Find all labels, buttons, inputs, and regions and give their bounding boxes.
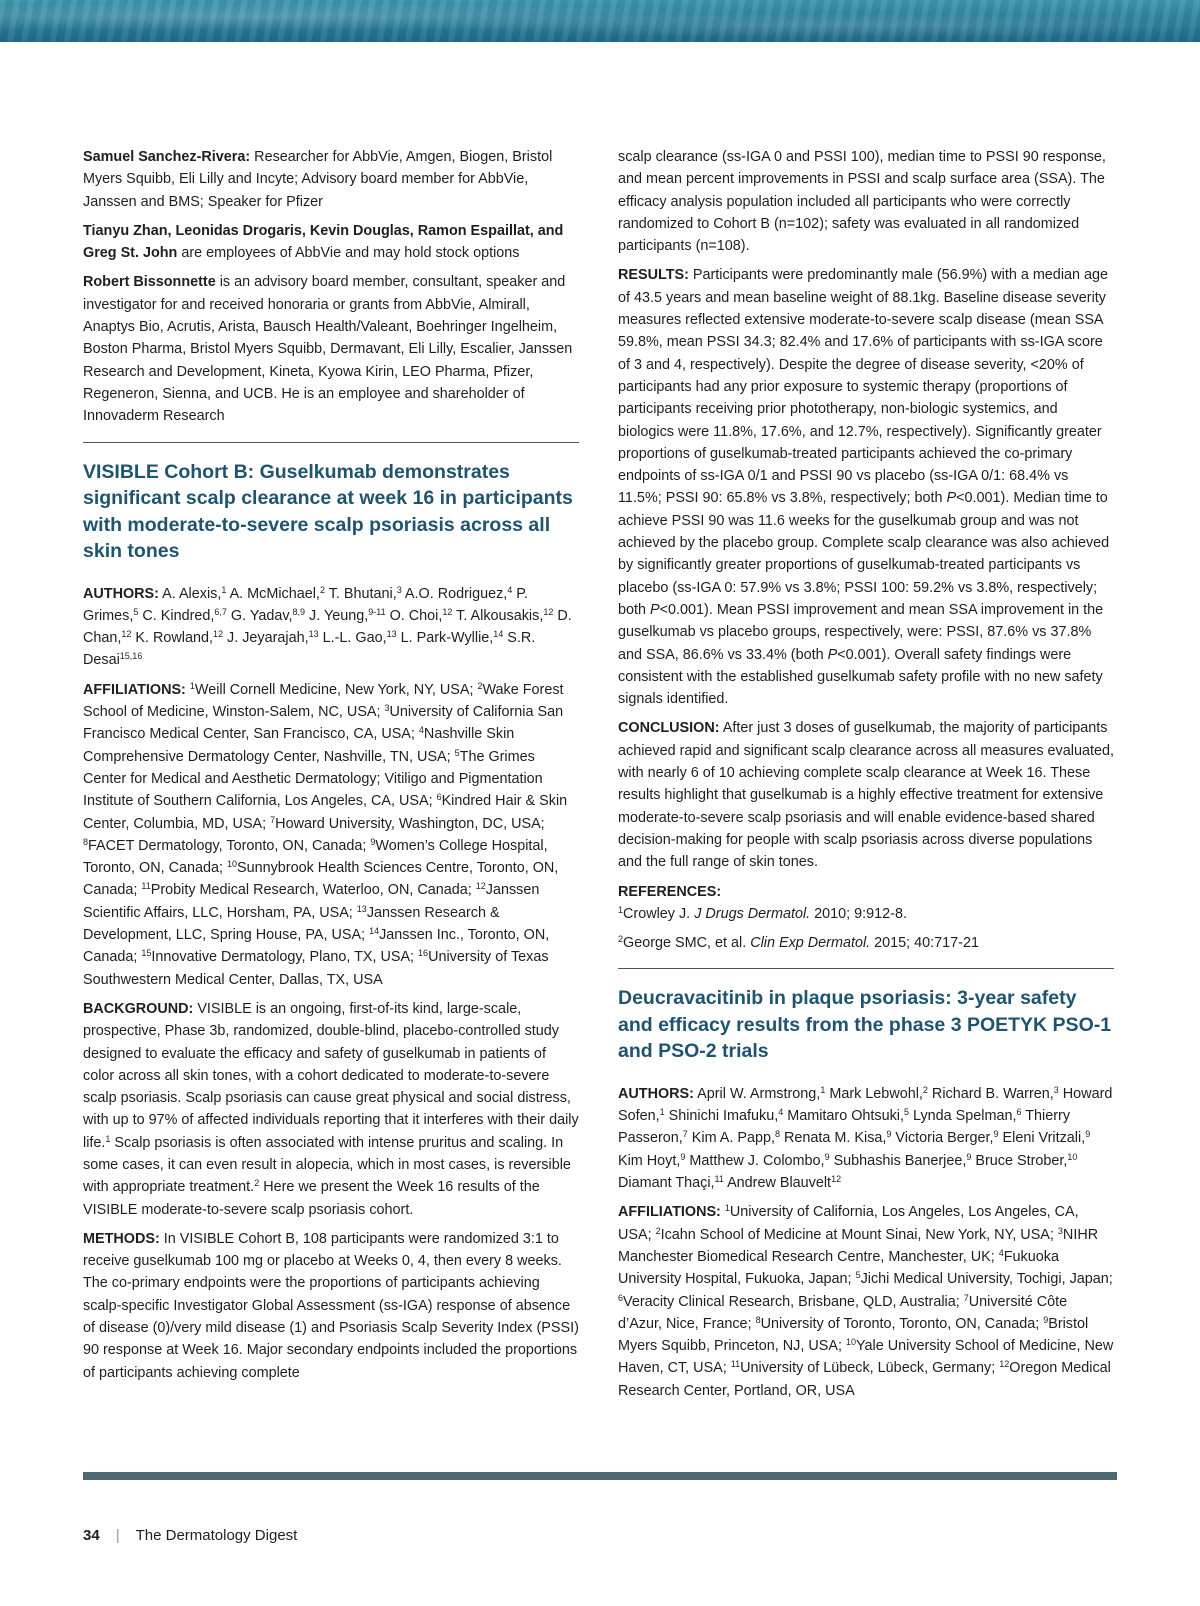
author-affiliation-marker: 10 (1067, 1151, 1078, 1162)
author-name: Kim Hoyt, (618, 1152, 681, 1169)
author-name: K. Rowland, (131, 630, 214, 647)
author-affiliation-marker: 8,9 (292, 606, 306, 617)
author-affiliation-marker: 13 (386, 629, 397, 640)
affiliation-number: 3 (1057, 1225, 1063, 1236)
page-footer (83, 1526, 297, 1546)
affiliation-text: FACET Dermatology, Toronto, ON, Canada; (88, 837, 371, 854)
author-name: P. Grimes, (83, 585, 529, 624)
authors-paragraph: AUTHORS: April W. Armstrong,$^1$ Mark Lebwohl,$^2$ Richard B. Warren,$^3$ Howard Sofen,$^1$ Shinichi Imafuku,$^4$ Mamitaro Ohtsuki,$^5$ Lynda Spelman,$^6$ Thierry Passeron,$^7$ Kim A. Papp,$^8$ Renata M. Kisa,$^9$ Victoria Berger,$^9$ Eleni Vritzali,$^9$ Kim Hoyt,$^9$ Matthew J. Colombo,$^9$ Subhashis Banerjee,$^9$ Bruce Strober,$^{10}$ Diamant Thaçi,$^{11}$ Andrew Blauvelt$^{12}$ (618, 1084, 1113, 1192)
affiliation-text: Weill Cornell Medicine, New York, NY, USA; (194, 681, 478, 698)
author-name: Diamant Thaçi, (618, 1175, 715, 1192)
author-affiliation-marker: 9-11 (368, 606, 386, 617)
affiliation-text: Bristol Myers Squibb, Princeton, NJ, USA; (618, 1315, 1089, 1355)
author-name: Renata M. Kisa, (780, 1130, 887, 1147)
affiliation-text: University of Lübeck, Lübeck, Germany; (740, 1360, 1000, 1377)
affiliation-text: Veracity Clinical Research, Brisbane, QLD, Australia; (623, 1293, 964, 1310)
ocean-header-banner (0, 0, 1200, 42)
affiliation-text: Sunnybrook Health Sciences Centre, Toronto, ON, Canada; (83, 860, 559, 899)
affiliation-number: 6 (618, 1292, 624, 1303)
affiliation-text: Oregon Medical Research Center, Portland, OR, USA (618, 1360, 1111, 1399)
affiliation-number: 5 (454, 747, 460, 758)
affiliation-number: 7 (270, 814, 276, 825)
author-name: Howard Sofen, (618, 1085, 1113, 1125)
article-title-visible: VISIBLE Cohort B: Guselkumab demonstrates significant scalp clearance at week 16 in participants with moderate-to-severe scalp psoriasis across all skin tones (83, 460, 573, 563)
affiliation-text: Kindred Hair & Skin Center, Columbia, MD, USA; (83, 793, 568, 832)
author-name: Kim A. Papp, (687, 1130, 775, 1147)
reference-item: $^2$George SMC, et al. Clin Exp Dermatol. 2015; 40:717-21 (618, 934, 979, 952)
author-name: Thierry Passeron, (618, 1108, 1071, 1147)
author-affiliation-marker: 4 (507, 584, 513, 595)
affiliation-number: 6 (436, 792, 442, 803)
author-affiliation-marker: 1 (659, 1107, 665, 1118)
affiliation-text: University of Texas Southwestern Medical Center, Dallas, TX, USA (83, 949, 549, 988)
author-name: J. Jeyarajah, (223, 630, 309, 647)
author-name: Eleni Vritzali, (998, 1130, 1086, 1147)
author-name: A. Alexis, (158, 585, 222, 602)
affiliation-number: 4 (418, 725, 424, 736)
affiliation-number: 9 (370, 836, 376, 847)
author-affiliation-marker: 11 (714, 1174, 724, 1185)
author-affiliation-marker: 4 (778, 1107, 784, 1118)
author-name: Andrew Blauvelt (723, 1175, 832, 1192)
affiliation-text: University of Toronto, Toronto, ON, Canada; (760, 1315, 1044, 1332)
footer-rule-bar (83, 1472, 1117, 1480)
affiliation-number: 7 (963, 1292, 969, 1303)
affiliation-number: 10 (226, 859, 237, 870)
affiliation-text: Janssen Inc., Toronto, ON, Canada; (83, 927, 550, 966)
affiliation-number: 13 (356, 903, 367, 914)
author-name: D. Chan, (83, 607, 572, 647)
disclosure-abbvie-employees: Tianyu Zhan, Leonidas Drogaris, Kevin Douglas, Ramon Espaillat, and Greg St. John are employees of AbbVie and may hold stock options (83, 222, 564, 262)
author-name: T. Bhutani, (324, 585, 397, 602)
affiliation-number: 12 (999, 1359, 1010, 1370)
author-name: S.R. Desai (83, 630, 536, 669)
methods-paragraph: METHODS: In VISIBLE Cohort B, 108 participants were randomized 3:1 to receive guselkumab 100 mg or placebo at Weeks 0, 4, then every 8 weeks. The co-primary endpoints were the proportions of participants achieving scalp-specific Investigator Global Assessment (ss-IGA) response of absence of disease (0)/very mild disease (1) and Psoriasis Scalp Severity Index (PSSI) 90 response at Week 16. Major secondary endpoints included the proportions of participants achieving complete (83, 1230, 579, 1381)
affiliation-number: 4 (998, 1247, 1004, 1258)
affiliation-text: Nashville Skin Comprehensive Dermatology Center, Nashville, TN, USA; (83, 726, 515, 765)
author-name: Victoria Berger, (891, 1130, 994, 1147)
affiliation-list (83, 682, 567, 988)
affiliation-number: 16 (418, 948, 429, 959)
author-name: J. Yeung, (305, 607, 369, 624)
disclosure-bissonnette: Robert Bissonnette is an advisory board member, consultant, speaker and investigator for and received honoraria or grants from AbbVie, Almirall, Anaptys Bio, Acrutis, Arista, Bausch Health/Valeant, Boehringer Ingelheim, Boston Pharma, Bristol Myers Squibb, Dermavant, Eli Lilly, Escalier, Janssen Research and Development, Kineta, Kyowa Kirin, LEO Pharma, Pfizer, Regeneron, Sienna, and UCB. He is an employee and shareholder of Innovaderm Research (83, 274, 573, 425)
author-affiliation-marker: 8 (775, 1129, 781, 1140)
author-name: A. McMichael, (226, 585, 320, 602)
results-paragraph: RESULTS: Participants were predominantly male (56.9%) with a median age of 43.5 years and mean baseline weight of 88.1kg. Baseline disease severity measures reflected extensive moderate-to-severe scalp disease (mean SSA 59.8%, mean PSSI 34.3; 82.4% and 17.6% of participants with ss-IGA score of 3 and 4, respectively). Despite the degree of disease severity, <20% of participants had any prior exposure to systemic therapy (proportions of participants receiving prior phototherapy, non-biologic systemics, and biologics were 11.8%, 17.6%, and 12.7%, respectively). Significantly greater proportions of guselkumab-treated participants achieved the co-primary endpoints of ss-IGA 0/1 and PSSI 90 vs placebo (ss-IGA 0/1: 68.4% vs 11.5%; PSSI 90: 65.8% vs 3.8%, respectively; both P<0.001). Median time to achieve PSSI 90 was 11.6 weeks for the guselkumab group and was not achieved by the placebo group. Complete scalp clearance was also achieved by significantly greater proportions of guselkumab-treated participants vs placebo (ss-IGA 0: 57.9% vs 3.8%; PSSI 100: 59.2% vs 3.8%, respectively; both P<0.001). Mean PSSI improvement and mean SSA improvement in the guselkumab vs placebo groups, respectively, were: PSSI, 87.6% vs 37.8% and SSA, 86.6% vs 33.4% (both P<0.001). Overall safety findings were consistent with the established guselkumab safety profile with no new safety signals identified. (618, 267, 1110, 708)
affiliations-paragraph: AFFILIATIONS: $^1$Weill Cornell Medicine, New York, NY, USA; $^2$Wake Forest School of Medicine, Winston-Salem, NC, USA; $^3$University of California San Francisco Medical Center, San Francisco, CA, USA; $^4$Nashville Skin Comprehensive Dermatology Center, Nashville, TN, USA; $^5$The Grimes Center for Medical and Aesthetic Dermatology; Vitiligo and Pigmentation Institute of Southern California, Los Angeles, CA, USA; $^6$Kindred Hair & Skin Center, Columbia, MD, USA; $^7$Howard University, Washington, DC, USA; $^8$FACET Dermatology, Toronto, ON, Canada; $^9$Women’s College Hospital, Toronto, ON, Canada; $^{10}$Sunnybrook Health Sciences Centre, Toronto, ON, Canada; $^{11}$Probity Medical Research, Waterloo, ON, Canada; $^{12}$Janssen Scientific Affairs, LLC, Horsham, PA, USA; $^{13}$Janssen Research & Development, LLC, Spring House, PA, USA; $^{14}$Janssen Inc., Toronto, ON, Canada; $^{15}$Innovative Dermatology, Plano, TX, USA; $^{16}$University of Texas Southwestern Medical Center, Dallas, TX, USA (83, 680, 568, 988)
affiliation-list (618, 1204, 1113, 1398)
author-name: Lynda Spelman, (909, 1108, 1017, 1125)
affiliation-text: University of California San Francisco Medical Center, San Francisco, CA, USA; (83, 704, 564, 743)
references-list (618, 903, 1114, 955)
author-name: O. Choi, (385, 607, 443, 624)
affiliation-number: 2 (655, 1225, 661, 1236)
affiliation-text: Université Côte d’Azur, Nice, France; (618, 1293, 1068, 1332)
author-name: G. Yadav, (226, 607, 293, 624)
author-name: L.-L. Gao, (318, 630, 387, 647)
author-affiliation-marker: 12 (442, 606, 453, 617)
authors-paragraph: AUTHORS: A. Alexis,$^1$ A. McMichael,$^2$ T. Bhutani,$^3$ A.O. Rodriguez,$^4$ P. Grimes,$^5$ C. Kindred,$^{6,7}$ G. Yadav,$^{8,9}$ J. Yeung,$^{9-11}$ O. Choi,$^{12}$ T. Alkousakis,$^{12}$ D. Chan,$^{12}$ K. Rowland,$^{12}$ J. Jeyarajah,$^{13}$ L.-L. Gao,$^{13}$ L. Park-Wyllie,$^{14}$ S.R. Desai$^{15,16}$ (83, 584, 572, 669)
author-name: T. Alkousakis, (452, 607, 544, 624)
background-paragraph: BACKGROUND: VISIBLE is an ongoing, first-of-its kind, large-scale, prospective, Phase 3b, randomized, double-blind, placebo-controlled study designed to evaluate the efficacy and safety of guselkumab in patients of color across all skin tones, with a cohort dedicated to moderate-to-severe scalp psoriasis. Scalp psoriasis can cause great physical and social distress, with up to 97% of affected individuals reporting that it interferes with their daily life.$^1$ Scalp psoriasis is often associated with intense pruritus and scaling. In some cases, it can even result in alopecia, which in most cases, is reversible with appropriate treatment.$^2$ Here we present the Week 16 results of the VISIBLE moderate-to-severe scalp psoriasis cohort. (83, 1000, 579, 1218)
affiliation-number: 14 (369, 926, 380, 937)
author-affiliation-marker: 6 (1016, 1107, 1022, 1118)
affiliation-number: 1 (724, 1203, 730, 1214)
affiliation-number: 9 (1043, 1314, 1049, 1325)
affiliation-number: 1 (189, 680, 195, 691)
author-affiliation-marker: 9 (993, 1129, 999, 1140)
affiliation-text: Janssen Research & Development, LLC, Spring House, PA, USA; (83, 904, 500, 944)
disclosure-sanchez-rivera: Samuel Sanchez-Rivera: Researcher for AbbVie, Amgen, Biogen, Bristol Myers Squibb, Eli Lilly and Incyte; Advisory board member for AbbVie, Janssen and BMS; Speaker for Pfizer (83, 149, 553, 210)
author-affiliation-marker: 12 (543, 606, 554, 617)
reference-item: $^1$Crowley J. J Drugs Dermatol. 2010; 9:912-8. (618, 904, 907, 922)
right-column (618, 146, 1114, 1402)
references-heading: REFERENCES: (618, 883, 722, 900)
author-affiliation-marker: 1 (221, 584, 227, 595)
author-name: Mamitaro Ohtsuki, (783, 1108, 904, 1125)
author-affiliation-marker: 2 (319, 584, 325, 595)
author-affiliation-marker: 5 (133, 606, 139, 617)
author-affiliation-marker: 9 (966, 1151, 972, 1162)
affiliation-text: Janssen Scientific Affairs, LLC, Horsham, PA, USA; (83, 882, 540, 921)
affiliation-number: 10 (845, 1337, 856, 1348)
author-name: C. Kindred, (138, 607, 215, 624)
affiliation-number: 11 (141, 881, 151, 892)
author-affiliation-marker: 9 (824, 1151, 830, 1162)
affiliation-text: Jichi Medical University, Tochigi, Japan; (860, 1271, 1113, 1288)
author-name: L. Park-Wyllie, (396, 630, 494, 647)
author-affiliation-marker: 1 (820, 1084, 826, 1095)
author-affiliation-marker: 12 (121, 629, 132, 640)
author-affiliation-marker: 5 (904, 1107, 910, 1118)
author-affiliation-marker: 15,16 (119, 651, 143, 662)
author-affiliation-marker: 9 (1085, 1129, 1091, 1140)
author-name: Bruce Strober, (971, 1152, 1068, 1169)
author-name: A.O. Rodriguez, (401, 585, 508, 602)
affiliation-text: Icahn School of Medicine at Mount Sinai, New York, NY, USA; (660, 1226, 1058, 1243)
affiliations-paragraph: AFFILIATIONS: $^1$University of California, Los Angeles, Los Angeles, CA, USA; $^2$Icahn School of Medicine at Mount Sinai, New York, NY, USA; $^3$NIHR Manchester Biomedical Research Centre, Manchester, UK; $^4$Fukuoka University Hospital, Fukuoka, Japan; $^5$Jichi Medical University, Tochigi, Japan; $^6$Veracity Clinical Research, Brisbane, QLD, Australia; $^7$Université Côte d’Azur, Nice, France; $^8$University of Toronto, Toronto, ON, Canada; $^9$Bristol Myers Squibb, Princeton, NJ, USA; $^{10}$Yale University School of Medicine, New Haven, CT, USA; $^{11}$University of Lübeck, Lübeck, Germany; $^{12}$Oregon Medical Research Center, Portland, OR, USA (618, 1203, 1114, 1399)
author-affiliation-marker: 12 (213, 629, 224, 640)
author-affiliation-marker: 7 (682, 1129, 688, 1140)
author-name: Shinichi Imafuku, (664, 1108, 779, 1125)
affiliation-text: NIHR Manchester Biomedical Research Centre, Manchester, UK; (618, 1226, 1099, 1265)
author-affiliation-marker: 6,7 (214, 606, 227, 617)
author-affiliation-marker: 12 (831, 1174, 842, 1185)
affiliation-text: Women’s College Hospital, Toronto, ON, Canada; (83, 837, 548, 877)
affiliation-number: 2 (477, 680, 483, 691)
article-title-deucravacitinib: Deucravacitinib in plaque psoriasis: 3-year safety and efficacy results from the phase 3 POETYK PSO-1 and PSO-2 trials (618, 987, 1112, 1063)
author-affiliation-marker: 3 (396, 584, 402, 595)
author-affiliation-marker: 13 (308, 629, 319, 640)
section-divider (618, 968, 1114, 969)
affiliation-text: Probity Medical Research, Waterloo, ON, Canada; (150, 882, 476, 899)
author-name: Matthew J. Colombo, (685, 1152, 825, 1169)
affiliation-number: 8 (83, 836, 89, 847)
conclusion-paragraph: CONCLUSION: After just 3 doses of guselkumab, the majority of participants achieved rapid and significant scalp clearance across all measures evaluated, with nearly 6 of 10 achieving complete scalp clearance at Week 16. These results highlight that guselkumab is a highly effective treatment for extensive moderate-to-severe scalp psoriasis and will enable evidence-based shared decision-making for people with scalp psoriasis across diverse populations and the full range of skin tones. (618, 720, 1114, 871)
affiliation-number: 3 (384, 703, 390, 714)
affiliation-text: The Grimes Center for Medical and Aesthetic Dermatology; Vitiligo and Pigmentation Institute of Southern California, Los Angeles, CA, USA; (83, 748, 543, 810)
methods-continued: scalp clearance (ss-IGA 0 and PSSI 100), median time to PSSI 90 response, and mean percent improvements in PSSI and scalp surface area (SSA). The efficacy analysis population included all participants who were correctly randomized to Cohort B (n=102); safety was evaluated in all randomized participants (n=108). (618, 149, 1106, 255)
affiliation-text: Wake Forest School of Medicine, Winston-Salem, NC, USA; (83, 681, 564, 721)
affiliation-number: 15 (141, 948, 152, 959)
author-affiliation-marker: 9 (886, 1129, 892, 1140)
affiliation-number: 11 (730, 1359, 741, 1370)
author-affiliation-marker: 2 (922, 1084, 928, 1095)
page-number: 34 (83, 1527, 100, 1544)
affiliation-text: Yale University School of Medicine, New Haven, CT, USA; (618, 1338, 1114, 1377)
left-column (83, 146, 579, 1384)
author-name: Mark Lebwohl, (825, 1085, 923, 1102)
author-affiliation-marker: 9 (680, 1151, 686, 1162)
affiliation-number: 8 (755, 1314, 761, 1325)
author-affiliation-marker: 14 (493, 629, 504, 640)
author-name: Subhashis Banerjee, (829, 1152, 967, 1169)
affiliation-number: 12 (475, 881, 486, 892)
affiliation-text: Fukuoka University Hospital, Fukuoka, Japan; (618, 1248, 1059, 1288)
affiliation-text: Innovative Dermatology, Plano, TX, USA; (151, 949, 419, 966)
affiliation-number: 5 (855, 1270, 861, 1281)
footer-separator: | (115, 1527, 120, 1544)
author-name: Richard B. Warren, (927, 1085, 1054, 1102)
affiliation-text: University of California, Los Angeles, Los Angeles, CA, USA; (618, 1204, 1079, 1243)
section-divider (83, 442, 579, 443)
journal-name: The Dermatology Digest (135, 1527, 298, 1544)
author-name: April W. Armstrong, (693, 1085, 821, 1102)
affiliation-text: Howard University, Washington, DC, USA; (275, 815, 545, 832)
author-affiliation-marker: 3 (1053, 1084, 1059, 1095)
